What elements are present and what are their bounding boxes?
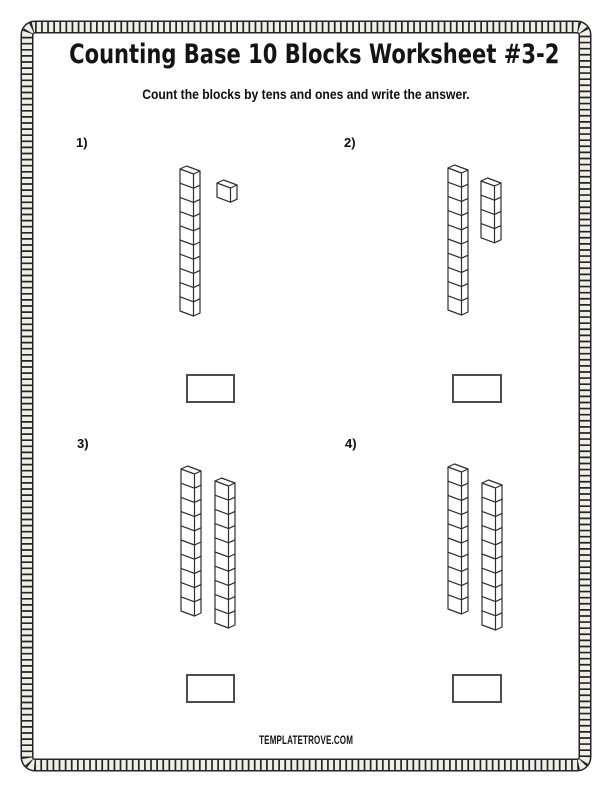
problem-3-label: 3) [77,436,89,451]
worksheet-title-text: Counting Base 10 Blocks Worksheet #3-2 [69,39,560,70]
rod-ten [448,165,468,315]
rod-ten [181,466,201,616]
footer-site-label: TEMPLATETROVE.COM [259,735,353,747]
rod-ten [448,464,468,614]
rod-ten [180,166,200,316]
footer-site-text [0,735,612,747]
problem-4-label: 4) [345,436,357,451]
instructions-text-span: Count the blocks by tens and ones and write the answer. [142,87,470,102]
ones-stack [481,178,501,243]
unit-cube [217,180,237,202]
rod-ten [482,480,502,630]
answer-box-3[interactable] [186,674,235,703]
problem-2-label: 2) [344,135,356,150]
answer-box-4[interactable] [452,674,502,703]
problem-1-label: 1) [76,135,88,150]
answer-box-2[interactable] [452,374,502,403]
answer-box-1[interactable] [186,374,235,403]
rod-ten [215,478,235,628]
